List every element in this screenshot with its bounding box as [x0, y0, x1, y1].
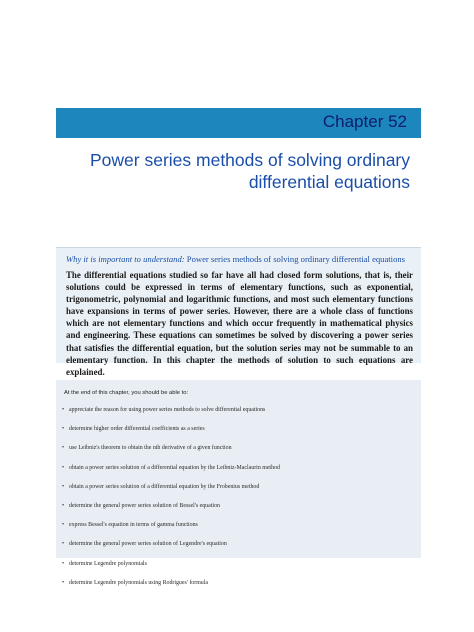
bullet-icon: • [62, 407, 65, 413]
learning-objectives-box [56, 380, 421, 586]
bullet-icon: • [62, 426, 65, 433]
bullet-icon: • [62, 502, 65, 509]
bullet-icon: • [62, 522, 65, 529]
objective-item: • determine Legendre polynomials using Rodrigues' formula [62, 579, 208, 586]
why-important-heading [66, 254, 416, 264]
bullet-icon: • [62, 464, 65, 471]
chapter-title-line-2: differential equations [248, 172, 410, 192]
learning-objectives-heading: At the end of this chapter, you should be able to: [64, 390, 189, 396]
objective-item: • determine the general power series solution of Legendre's equation [62, 541, 227, 548]
chapter-banner [56, 108, 421, 138]
objective-item: • obtain a power series solution of a differential equation by the Leibniz-Maclaurin method [62, 464, 280, 471]
bullet-icon: • [62, 579, 65, 586]
objective-item: • use Leibniz's theorem to obtain the nth derivative of a given function [62, 445, 232, 452]
bullet-icon: • [62, 483, 65, 490]
chapter-title-line-1: Power series methods of solving ordinary [90, 150, 411, 170]
bullet-icon: • [62, 445, 65, 452]
objective-item: • obtain a power series solution of a differential equation by the Frobenius method [62, 483, 260, 490]
objective-item: • determine the general power series solution of Bessel's equation [62, 502, 220, 509]
why-important-body: The differential equations studied so far have all had closed form solutions, that is, their solutions could be expressed in terms of elementary functions, such as exponential, trigonometric, polynomial and logarithmic functions, and most such elementary functions have expansions in terms of power series. However, there are a whole class of functions which are not elementary functions and which occur frequently in mathematical physics and engineering. These equations can sometimes be solved by discovering a power series that satisfies the differential equation, but the solution series may not be summable to an elementary function. In this chapter the methods of solution to such equations are explained. [66, 270, 413, 377]
objective-item: • appreciate the reason for using power series methods to solve differential equations [62, 407, 266, 413]
objective-item: • determine higher order differential coefficients as a series [62, 426, 205, 433]
bullet-icon: • [62, 560, 65, 567]
bullet-icon: • [62, 541, 65, 548]
why-important-topic: Power series methods of solving ordinary differential equations [184, 254, 406, 264]
learning-objectives-list [62, 407, 280, 599]
chapter-number: Chapter 52 [322, 112, 407, 131]
chapter-title [90, 149, 410, 193]
objective-item: • determine Legendre polynomials [62, 560, 147, 567]
why-important-label: Why it is important to understand: [66, 254, 185, 264]
objective-item: • express Bessel's equation in terms of gamma functions [62, 522, 198, 529]
why-important-box [56, 247, 421, 377]
